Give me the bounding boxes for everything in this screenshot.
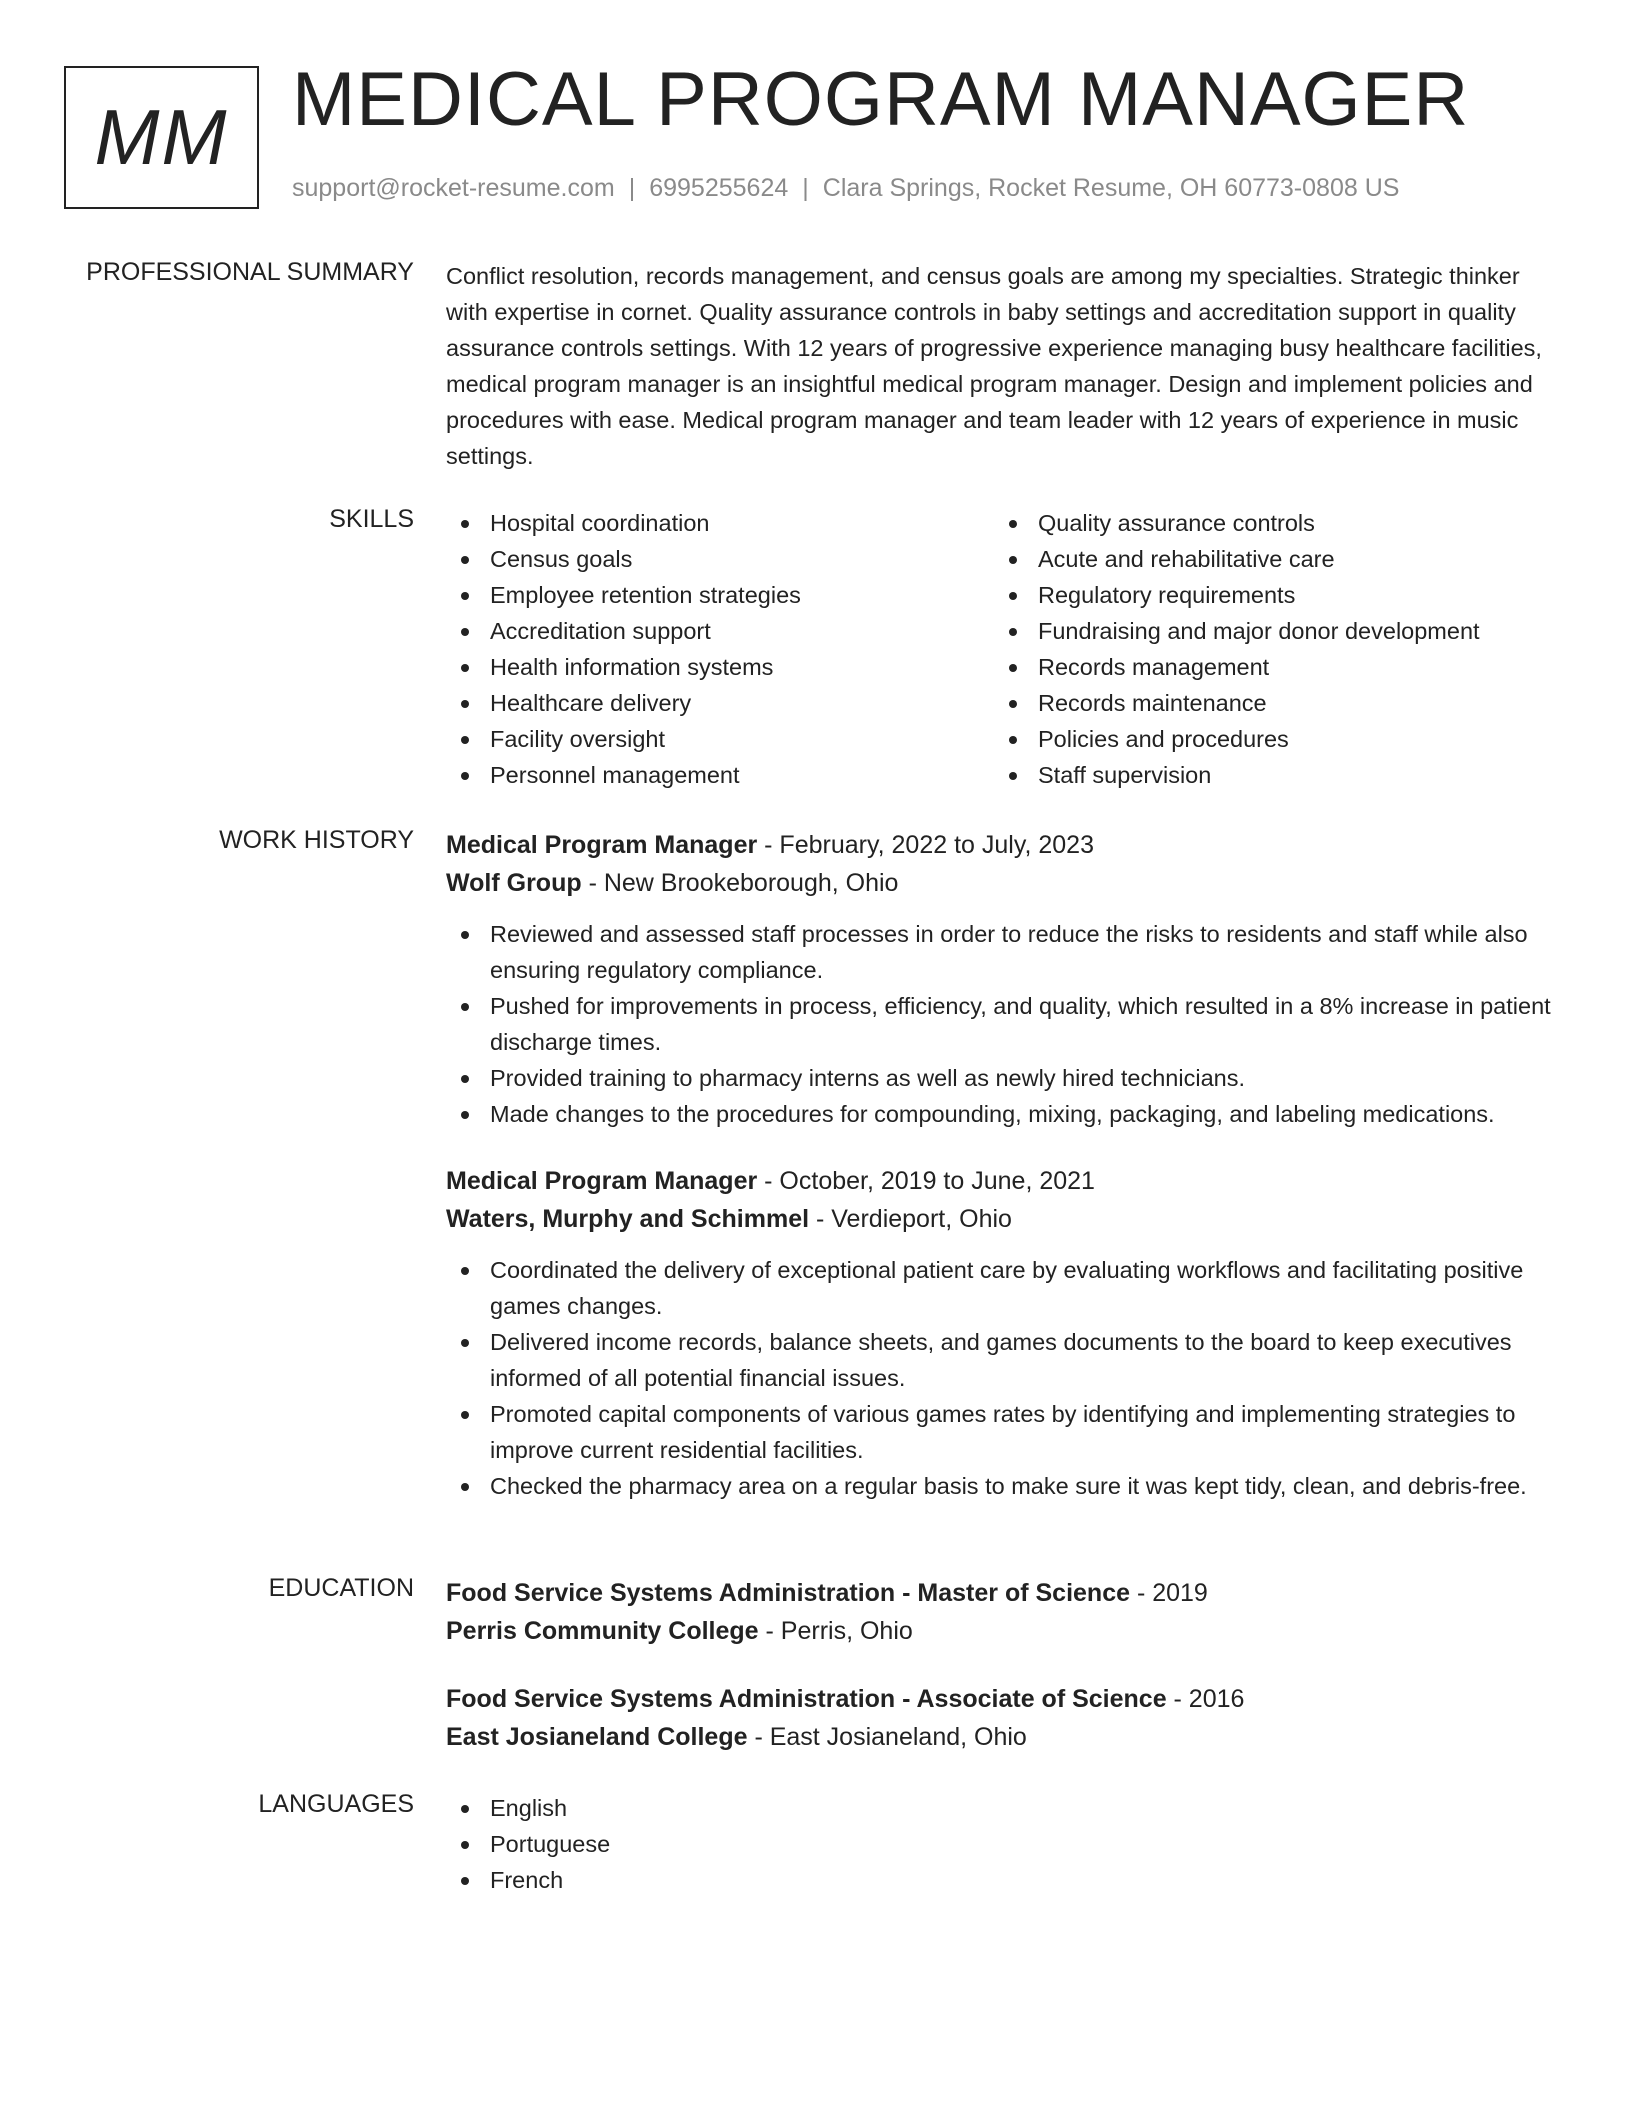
job-title: Medical Program Manager: [446, 831, 758, 859]
summary-text: Conflict resolution, records management, and census goals are among my specialties. Strategic thinker with expertise in cornet. Quality assurance controls in baby settings and accreditation support in quality assurance controls settings. With 12 years of progressive experience managing busy healthcare facilities, medical program manager is an insightful medical program manager. Design and implement policies and procedures with ease. Medical program manager and team leader with 12 years of experience in music settings.: [446, 263, 1542, 469]
skill-item: Hospital coordination: [446, 505, 994, 541]
skills-label: SKILLS: [329, 505, 414, 533]
education-entry: [446, 1574, 1566, 1650]
job-company-line: [446, 864, 1566, 902]
resume-title: MEDICAL PROGRAM MANAGER: [292, 57, 1470, 142]
contact-email: support@rocket-resume.com: [292, 174, 615, 202]
job-bullet-list: [446, 916, 1566, 1132]
job-location: - Verdieport, Ohio: [809, 1205, 1012, 1233]
education-label: EDUCATION: [268, 1574, 414, 1602]
monogram-initials: MM: [94, 93, 229, 181]
work-history-label: WORK HISTORY: [219, 826, 414, 854]
skill-item: Records maintenance: [994, 685, 1542, 721]
contact-line: [292, 174, 1399, 203]
job-entry: [446, 826, 1566, 1132]
language-item: French: [446, 1862, 1566, 1898]
job-title-line: [446, 1162, 1566, 1200]
job-title: Medical Program Manager: [446, 1167, 758, 1195]
education-degree: Food Service Systems Administration - Master of Science: [446, 1579, 1130, 1607]
languages-body: [446, 1790, 1566, 1898]
job-bullet: Checked the pharmacy area on a regular basis to make sure it was kept tidy, clean, and debris-free.: [446, 1468, 1566, 1504]
skill-item: Staff supervision: [994, 757, 1542, 793]
education-location: - Perris, Ohio: [758, 1617, 913, 1645]
job-location: - New Brookeborough, Ohio: [581, 869, 899, 897]
job-bullet: Promoted capital components of various games rates by identifying and implementing strategies to improve current residential facilities.: [446, 1396, 1566, 1468]
work-history-body: [446, 826, 1566, 1504]
job-bullet: Made changes to the procedures for compounding, mixing, packaging, and labeling medications.: [446, 1096, 1566, 1132]
education-school-line: [446, 1718, 1566, 1756]
summary-label: PROFESSIONAL SUMMARY: [86, 258, 414, 286]
job-bullet: Delivered income records, balance sheets, and games documents to the board to keep executives informed of all potential financial issues.: [446, 1324, 1566, 1396]
skill-item: Acute and rehabilitative care: [994, 541, 1542, 577]
education-school: East Josianeland College: [446, 1723, 748, 1751]
education-year: - 2019: [1130, 1579, 1208, 1607]
job-bullet: Reviewed and assessed staff processes in order to reduce the risks to residents and staff while also ensuring regulatory compliance.: [446, 916, 1566, 988]
job-title-line: [446, 826, 1566, 864]
skill-item: Facility oversight: [446, 721, 994, 757]
job-dates: - February, 2022 to July, 2023: [757, 831, 1094, 859]
skill-item: Health information systems: [446, 649, 994, 685]
skill-item: Employee retention strategies: [446, 577, 994, 613]
contact-address: Clara Springs, Rocket Resume, OH 60773-0808 US: [822, 174, 1400, 202]
language-item: Portuguese: [446, 1826, 1566, 1862]
monogram-box: [64, 66, 259, 209]
skill-item: Records management: [994, 649, 1542, 685]
languages-label: LANGUAGES: [258, 1790, 414, 1818]
language-item: English: [446, 1790, 1566, 1826]
education-degree-line: [446, 1574, 1566, 1612]
skill-item: Fundraising and major donor development: [994, 613, 1542, 649]
skill-item: Regulatory requirements: [994, 577, 1542, 613]
job-bullet: Pushed for improvements in process, efficiency, and quality, which resulted in a 8% increase in patient discharge times.: [446, 988, 1566, 1060]
education-location: - East Josianeland, Ohio: [747, 1723, 1027, 1751]
job-bullet-list: [446, 1252, 1566, 1504]
job-bullet: Coordinated the delivery of exceptional patient care by evaluating workflows and facilitating positive games changes.: [446, 1252, 1566, 1324]
job-bullet: Provided training to pharmacy interns as well as newly hired technicians.: [446, 1060, 1566, 1096]
education-degree: Food Service Systems Administration - Associate of Science: [446, 1685, 1167, 1713]
job-company: Wolf Group: [446, 869, 582, 897]
contact-separator: |: [802, 174, 809, 202]
job-dates: - October, 2019 to June, 2021: [757, 1167, 1095, 1195]
job-entry: [446, 1162, 1566, 1504]
education-school-line: [446, 1612, 1566, 1650]
education-body: [446, 1574, 1566, 1756]
skill-item: Personnel management: [446, 757, 994, 793]
skills-list-left: [446, 505, 994, 793]
skill-item: Policies and procedures: [994, 721, 1542, 757]
contact-separator: |: [628, 174, 636, 202]
education-degree-line: [446, 1680, 1566, 1718]
skill-item: Quality assurance controls: [994, 505, 1542, 541]
education-school: Perris Community College: [446, 1617, 759, 1645]
languages-list: [446, 1790, 1566, 1898]
education-year: - 2016: [1166, 1685, 1245, 1713]
skill-item: Census goals: [446, 541, 994, 577]
skills-body: [446, 505, 1566, 793]
job-company-line: [446, 1200, 1566, 1238]
education-entry: [446, 1680, 1566, 1756]
skills-list-right: [994, 505, 1542, 793]
skill-item: Healthcare delivery: [446, 685, 994, 721]
skill-item: Accreditation support: [446, 613, 994, 649]
job-company: Waters, Murphy and Schimmel: [446, 1205, 810, 1233]
contact-phone: 6995255624: [649, 174, 789, 202]
